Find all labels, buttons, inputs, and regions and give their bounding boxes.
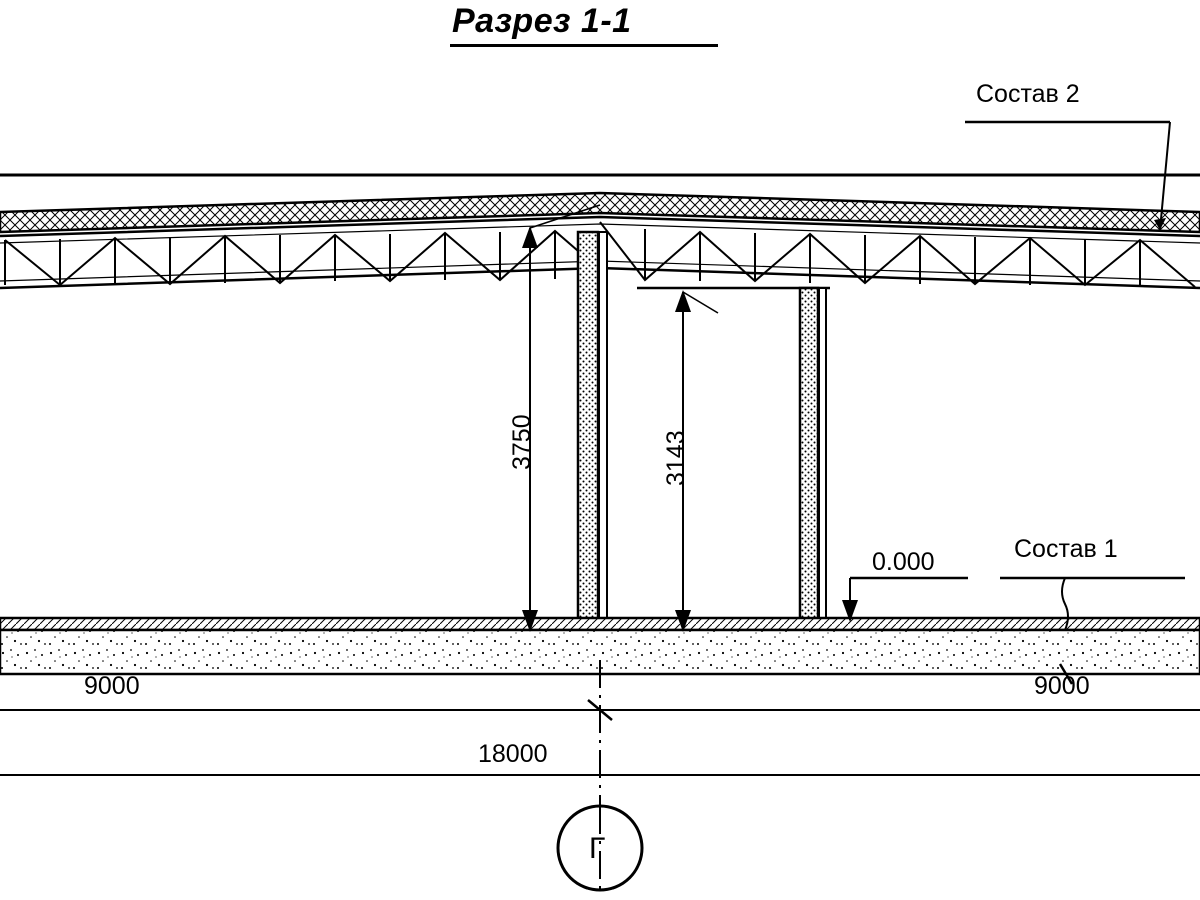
title-underline (450, 44, 718, 47)
callout-sostav-1-label: Состав 1 (1014, 535, 1118, 563)
dimension-label-span-right: 9000 (1034, 672, 1090, 700)
level-label-0000: 0.000 (872, 548, 935, 576)
page-title: Разрез 1-1 (452, 2, 632, 40)
level-marker-0000 (850, 578, 968, 620)
callout-sostav-2-label: Состав 2 (976, 80, 1080, 108)
axis-bubble-label: Г (589, 832, 606, 865)
right-column (800, 288, 826, 632)
dimension-label-3750: 3750 (508, 414, 536, 470)
dimension-label-3143: 3143 (662, 430, 690, 486)
dimension-label-span-total: 18000 (478, 740, 548, 768)
dimension-label-span-left: 9000 (84, 672, 140, 700)
central-column (578, 232, 618, 666)
